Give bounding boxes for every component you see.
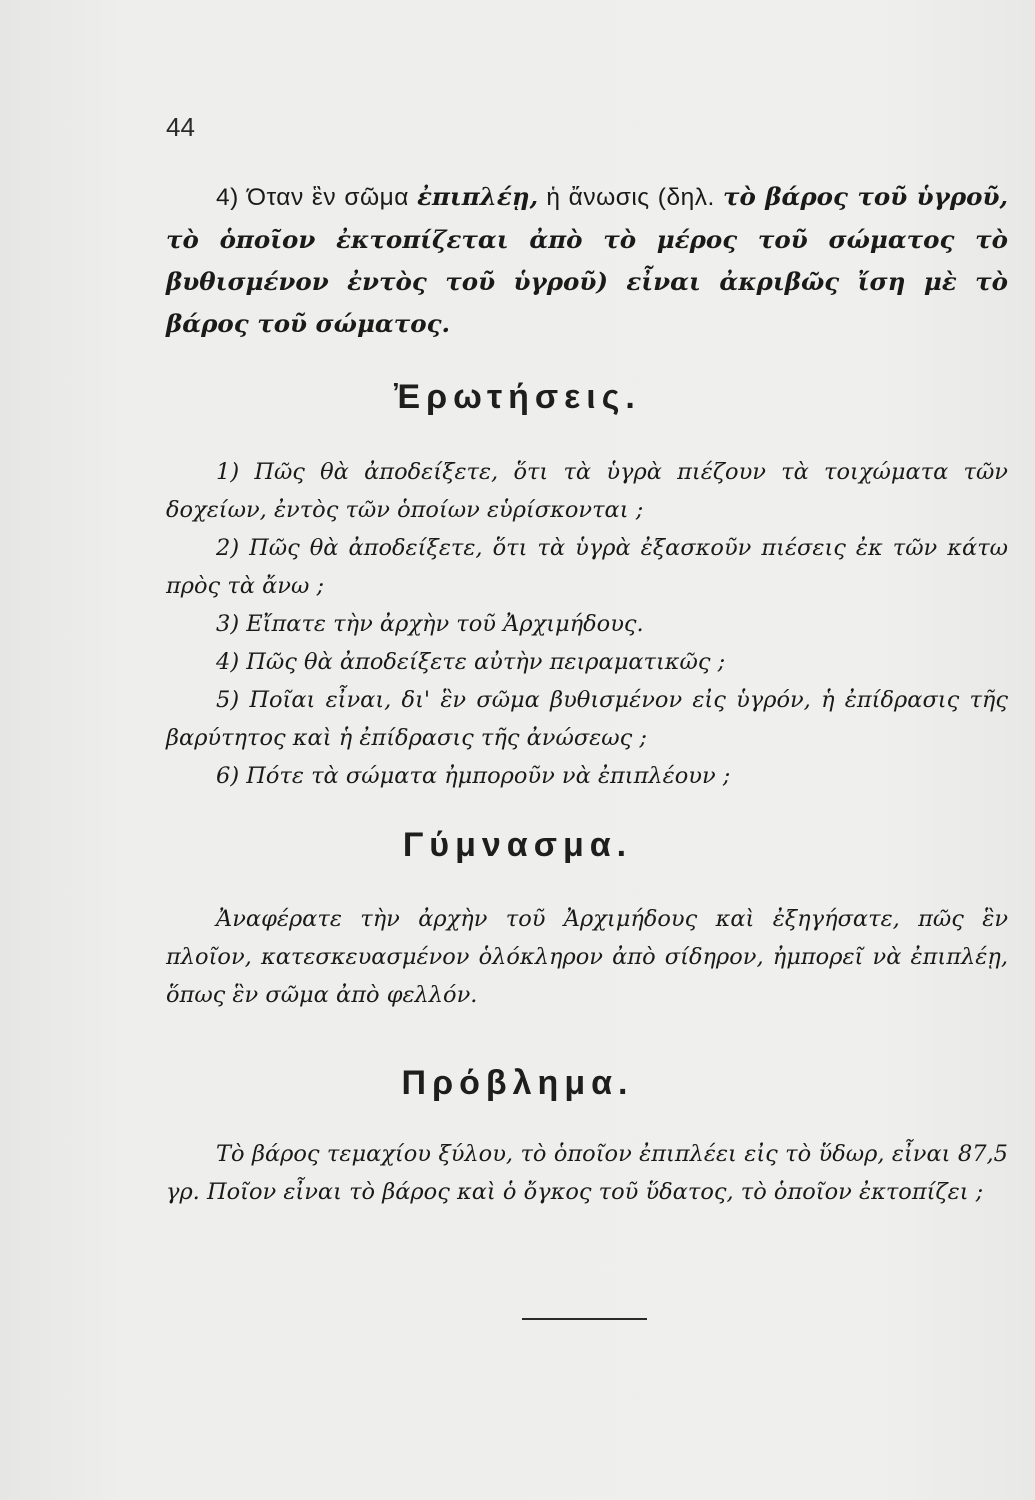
intro-lead: 4) Όταν ἓν σῶμα — [216, 184, 418, 211]
problem-heading: Πρόβλημα. — [401, 1064, 634, 1102]
question-item: 2) Πῶς θὰ ἀποδείξετε, ὅτι τὰ ὑγρὰ ἐξασκοῦν πιέσεις ἐκ τῶν κάτω πρὸς τὰ ἄνω ; — [166, 535, 1008, 599]
section-divider — [522, 1318, 647, 1320]
question-item: 3) Εἴπατε τὴν ἀρχὴν τοῦ Ἀρχιμήδους. — [216, 611, 644, 637]
exercise-text: Ἀναφέρατε τὴν ἀρχὴν τοῦ Ἀρχιμήδους καὶ ἐξηγήσατε, πῶς ἓν πλοῖον, κατεσκευασμένον ὁλόκληρον ἀπὸ σίδηρον, ἠμπορεῖ νὰ ἐπιπλέῃ, ὅπως ἓν σῶμα ἀπὸ φελλόν. — [166, 906, 1008, 1008]
intro-mid: ἡ ἄνωσις (δηλ. — [538, 184, 723, 211]
page-number: 44 — [166, 112, 195, 142]
exercise-heading: Γύμνασμα. — [402, 826, 633, 864]
question-item: 1) Πῶς θὰ ἀποδείξετε, ὅτι τὰ ὑγρὰ πιέζουν τὰ τοιχώματα τῶν δοχείων, ἐντὸς τῶν ὁποίων εὑρίσκονται ; — [166, 459, 1008, 523]
questions-heading: Ἐρωτήσεις. — [394, 378, 641, 416]
problem-text: Τὸ βάρος τεμαχίου ξύλου, τὸ ὁποῖον ἐπιπλέει εἰς τὸ ὕδωρ, εἶναι 87,5 γρ. Ποῖον εἶναι τὸ βάρος καὶ ὁ ὄγκος τοῦ ὕδατος, τὸ ὁποῖον ἐκτοπίζει ; — [166, 1141, 1008, 1205]
question-item: 4) Πῶς θὰ ἀποδείξετε αὐτὴν πειραματικῶς ; — [216, 649, 726, 675]
questions-list — [166, 453, 1008, 795]
floating-condition-paragraph — [166, 176, 1008, 345]
intro-floats-word: ἐπιπλέῃ, — [417, 182, 539, 211]
question-item: 5) Ποῖαι εἶναι, δι' ἓν σῶμα βυθισμένον εἰς ὑγρόν, ἡ ἐπίδρασις τῆς βαρύτητος καὶ ἡ ἐπίδρασις τῆς ἀνώσεως ; — [166, 687, 1008, 751]
question-item: 6) Πότε τὰ σώματα ἠμποροῦν νὰ ἐπιπλέουν ; — [216, 763, 731, 789]
intro-bold-text: τὸ βάρος τοῦ ὑγροῦ, τὸ ὁποῖον ἐκτοπίζεται ἀπὸ τὸ μέρος τοῦ σώματος τὸ βυθισμένον ἐντὸς τοῦ ὑγροῦ) εἶναι ἀκριβῶς ἴση μὲ τὸ βάρος τοῦ σώματος. — [166, 182, 1008, 338]
